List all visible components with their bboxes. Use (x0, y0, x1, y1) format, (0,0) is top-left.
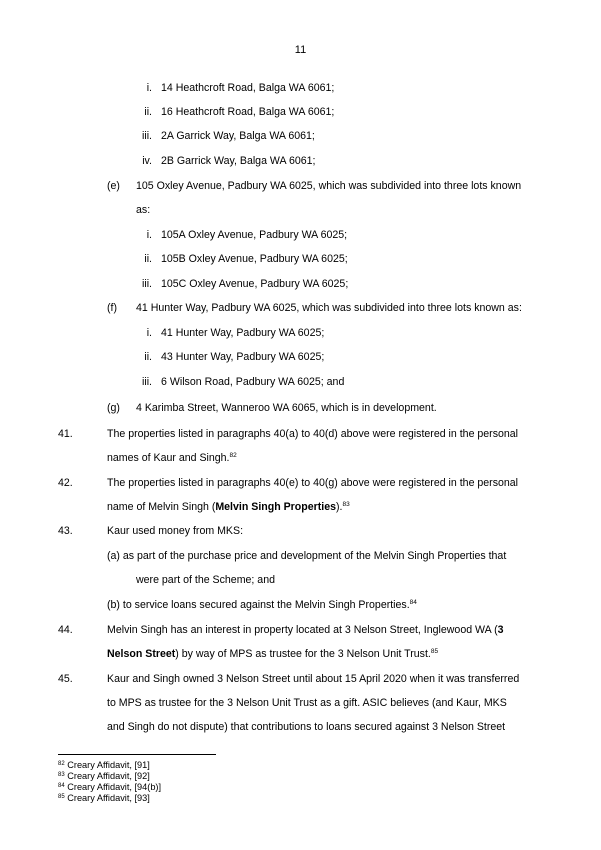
item-text: 105 Oxley Avenue, Padbury WA 6025, which was subdivided into three lots known (136, 180, 522, 192)
list-item-number: iii. (141, 278, 152, 290)
list-item-number: i. (146, 82, 152, 94)
paragraph-text: The properties listed in paragraphs 40(a) to 40(d) above were registered in the personal (107, 428, 519, 440)
item-text: 41 Hunter Way, Padbury WA 6025, which was subdivided into three lots known as: (136, 302, 522, 314)
item-label: (e) (107, 180, 120, 192)
list-item-number: iv. (142, 155, 152, 167)
footnote-ref: 84 (409, 599, 417, 606)
list-item-text: 2A Garrick Way, Balga WA 6061; (161, 130, 315, 142)
list-item-text: 105C Oxley Avenue, Padbury WA 6025; (161, 278, 349, 290)
list-item-text: 2B Garrick Way, Balga WA 6061; (161, 155, 316, 167)
paragraph-text: Kaur and Singh owned 3 Nelson Street until about 15 April 2020 when it was transferred (107, 673, 520, 685)
footnote-ref: 85 (430, 648, 439, 655)
paragraph-number: 41. (58, 428, 73, 440)
paragraph-text: Kaur used money from MKS: (107, 525, 244, 537)
paragraph-number: 43. (58, 525, 73, 537)
footnote-separator (58, 754, 216, 755)
list-item-text: 6 Wilson Road, Padbury WA 6025; and (161, 376, 345, 388)
paragraph-text: The properties listed in paragraphs 40(e) to 40(g) above were registered in the personal (107, 477, 519, 489)
sub-item-text: (a) as part of the purchase price and development of the Melvin Singh Properties that (107, 550, 507, 562)
list-item-text: 16 Heathcroft Road, Balga WA 6061; (161, 106, 335, 118)
paragraph-text: name of Melvin Singh (Melvin Singh Properties).$^{83}$ (107, 501, 350, 513)
paragraph-text: to MPS as trustee for the 3 Nelson Unit Trust as a gift. ASIC believes (and Kaur, MKS (107, 697, 507, 709)
footnote: $^{84}$ Creary Affidavit, [94(b)] (58, 782, 162, 792)
sub-item-text: were part of the Scheme; and (136, 574, 275, 586)
paragraph-number: 44. (58, 624, 73, 636)
footnote: $^{83}$ Creary Affidavit, [92] (58, 771, 150, 781)
list-item-number: iii. (141, 376, 152, 388)
footnote-ref: 83 (342, 501, 350, 508)
list-item-number: ii. (144, 106, 152, 118)
list-item-text: 105B Oxley Avenue, Padbury WA 6025; (161, 253, 348, 265)
footnote: $^{82}$ Creary Affidavit, [91] (58, 760, 150, 770)
paragraph-number: 45. (58, 673, 73, 685)
paragraph-text: Melvin Singh has an interest in property located at 3 Nelson Street, Inglewood WA (3 (107, 624, 504, 636)
footnote: $^{85}$ Creary Affidavit, [93] (58, 793, 150, 803)
list-item-number: ii. (144, 351, 152, 363)
item-text: 4 Karimba Street, Wanneroo WA 6065, which is in development. (136, 402, 437, 414)
list-item-text: 43 Hunter Way, Padbury WA 6025; (161, 351, 325, 363)
list-item-text: 41 Hunter Way, Padbury WA 6025; (161, 327, 325, 339)
list-item-text: 105A Oxley Avenue, Padbury WA 6025; (161, 229, 348, 241)
defined-term: Nelson Street (107, 648, 176, 660)
defined-term: Melvin Singh Properties (215, 501, 337, 513)
list-item-number: iii. (141, 130, 152, 142)
item-text: as: (136, 204, 151, 216)
list-item-text: 14 Heathcroft Road, Balga WA 6061; (161, 82, 335, 94)
list-item-number: i. (146, 327, 152, 339)
paragraph-text: and Singh do not dispute) that contributions to loans secured against 3 Nelson Street (107, 721, 506, 733)
item-label: (g) (107, 402, 120, 414)
paragraph-text: Nelson Street) by way of MPS as trustee for the 3 Nelson Unit Trust.$^{85}$ (107, 648, 439, 660)
paragraph-text: names of Kaur and Singh.$^{82}$ (107, 452, 237, 464)
sub-item-text: (b) to service loans secured against the Melvin Singh Properties.$^{84}$ (107, 599, 417, 611)
item-label: (f) (107, 302, 117, 314)
defined-term: 3 (497, 624, 504, 636)
list-item-number: ii. (144, 253, 152, 265)
list-item-number: i. (146, 229, 152, 241)
page-number: 11 (294, 44, 307, 56)
paragraph-number: 42. (58, 477, 73, 489)
footnote-ref: 82 (229, 452, 237, 459)
